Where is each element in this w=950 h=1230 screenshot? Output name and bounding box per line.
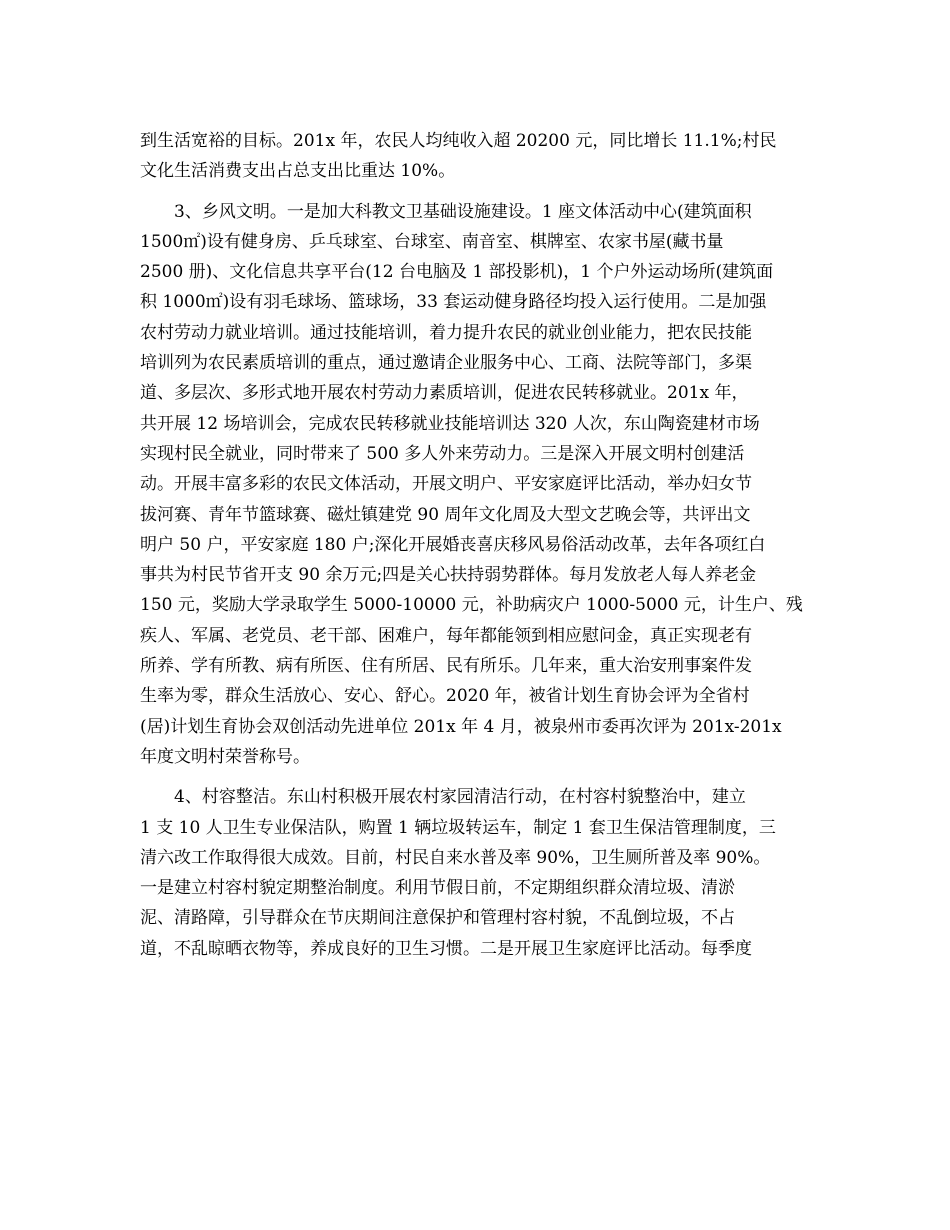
text-line: 年度文明村荣誉称号。 [140, 746, 310, 767]
text-line: 到生活宽裕的目标。201x 年，农民人均纯收入超 20200 元，同比增长 11.1%;村民 [140, 131, 777, 151]
text-line: 疾人、军属、老党员、老干部、困难户，每年都能领到相应慰问金，真正实现老有 [140, 625, 752, 646]
text-line: 1 支 10 人卫生专业保洁队，购置 1 辆垃圾转运车，制定 1 套卫生保洁管理制度，三 [140, 817, 776, 838]
text-line: 积 1000㎡)设有羽毛球场、篮球场，33 套运动健身路径均投入运行使用。二是加强 [140, 292, 767, 313]
text-line: 1500㎡)设有健身房、乒乓球室、台球室、南音室、棋牌室、农家书屋(藏书量 [140, 231, 724, 252]
text-line: 150 元，奖励大学录取学生 5000-10000 元，补助病灾户 1000-5000 元，计生户、残 [140, 595, 803, 616]
text-line: 动。开展丰富多彩的农民文体活动，开展文明户、平安家庭评比活动，举办妇女节 [140, 474, 752, 495]
paragraph-rural-civilization [140, 197, 808, 773]
text-line: 道、多层次、多形式地开展农村劳动力素质培训，促进农民转移就业。201x 年， [140, 383, 749, 404]
text-line: 道，不乱晾晒衣物等，养成良好的卫生习惯。二是开展卫生家庭评比活动。每季度 [140, 938, 752, 959]
text-line: 所养、学有所教、病有所医、住有所居、民有所乐。几年来，重大治安刑事案件发 [140, 656, 752, 677]
paragraph-village-cleanliness [140, 782, 808, 964]
paragraph-continuation [140, 126, 808, 187]
text-line: (居)计划生育协会双创活动先进单位 201x 年 4 月，被泉州市委再次评为 201x-201x [140, 716, 782, 737]
text-line: 生率为零，群众生活放心、安心、舒心。2020 年，被省计划生育协会评为全省村 [140, 686, 750, 707]
text-line: 文化生活消费支出占总支出比重达 10%。 [140, 161, 456, 182]
text-line: 培训列为农民素质培训的重点，通过邀请企业服务中心、工商、法院等部门，多渠 [140, 353, 752, 374]
document-body [140, 126, 808, 964]
text-line: 实现村民全就业，同时带来了 500 多人外来劳动力。三是深入开展文明村创建活 [140, 443, 745, 464]
text-line: 一是建立村容村貌定期整治制度。利用节假日前，不定期组织群众清垃圾、清淤 [140, 878, 735, 899]
text-line: 3、乡风文明。一是加大科教文卫基础设施建设。1 座文体活动中心(建筑面积 [140, 201, 752, 222]
text-line: 明户 50 户，平安家庭 180 户;深化开展婚丧喜庆移风易俗活动改革，去年各项红白 [140, 534, 766, 555]
text-line: 共开展 12 场培训会，完成农民转移就业技能培训达 320 人次，东山陶瓷建材市场 [140, 413, 760, 434]
text-line: 泥、清路障，引导群众在节庆期间注意保护和管理村容村貌，不乱倒垃圾，不占 [140, 908, 735, 929]
text-line: 事共为村民节省开支 90 余万元;四是关心扶持弱势群体。每月发放老人每人养老金 [140, 565, 757, 586]
text-line: 农村劳动力就业培训。通过技能培训，着力提升农民的就业创业能力，把农民技能 [140, 322, 752, 343]
text-line: 清六改工作取得很大成效。目前，村民自来水普及率 90%，卫生厕所普及率 90%。 [140, 847, 771, 868]
text-line: 2500 册)、文化信息共享平台(12 台电脑及 1 部投影机)，1 个户外运动场所(建筑面 [140, 262, 774, 283]
text-line: 4、村容整洁。东山村积极开展农村家园清洁行动，在村容村貌整治中，建立 [140, 787, 746, 808]
text-line: 拔河赛、青年节篮球赛、磁灶镇建党 90 周年文化周及大型文艺晚会等，共评出文 [140, 504, 751, 525]
